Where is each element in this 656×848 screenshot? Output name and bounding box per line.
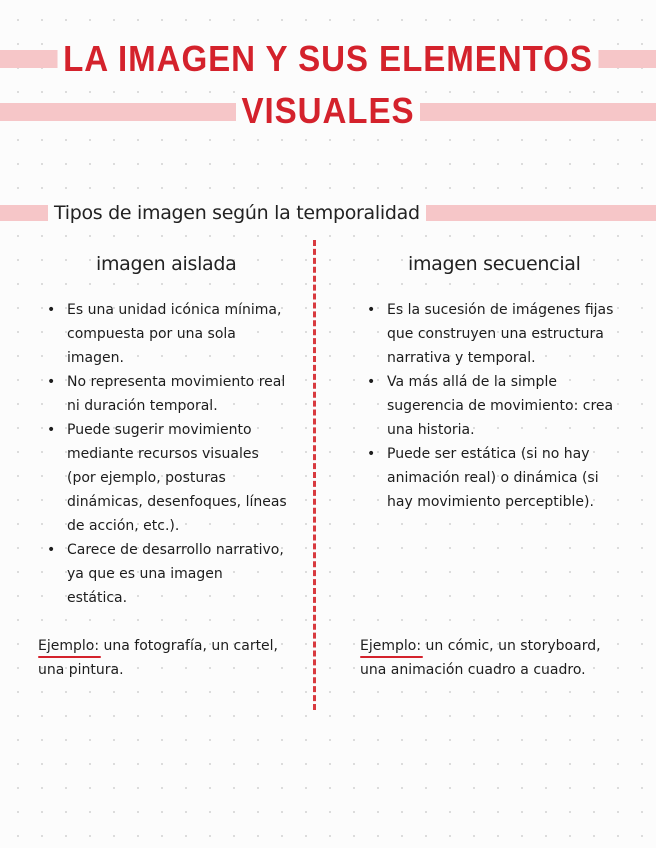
- list-item: • No representa movimiento real ni duración temporal.: [47, 370, 287, 418]
- list-item: • Carece de desarrollo narrativo, ya que es una imagen estática.: [47, 538, 287, 610]
- column-divider: [313, 240, 316, 710]
- left-bullet-list: [47, 298, 287, 610]
- example-label: Ejemplo:: [360, 634, 421, 658]
- example-text: un cómic, un storyboard, una animación cuadro a cuadro.: [360, 638, 601, 678]
- list-item: • Puede ser estática (si no hay animación real) o dinámica (si hay movimiento perceptible).: [367, 442, 617, 514]
- right-bullet-list: [367, 298, 617, 514]
- page-title-line-2: VISUALES: [26, 91, 630, 131]
- right-example: [360, 634, 630, 682]
- list-item: • Es la sucesión de imágenes fijas que construyen una estructura narrativa y temporal.: [367, 298, 617, 370]
- section-subtitle: Tipos de imagen según la temporalidad: [48, 199, 426, 227]
- page-title-line-1: LA IMAGEN Y SUS ELEMENTOS: [26, 39, 630, 79]
- list-item: • Va más allá de la simple sugerencia de movimiento: crea una historia.: [367, 370, 617, 442]
- right-column-heading: imagen secuencial: [408, 253, 581, 275]
- list-item: • Es una unidad icónica mínima, compuesta por una sola imagen.: [47, 298, 287, 370]
- left-example: [38, 634, 288, 682]
- example-label: Ejemplo:: [38, 634, 99, 658]
- left-column-heading: imagen aislada: [96, 253, 237, 275]
- example-text: una fotografía, un cartel, una pintura.: [38, 638, 279, 678]
- list-item: • Puede sugerir movimiento mediante recursos visuales (por ejemplo, posturas dinámicas, desenfoques, líneas de acción, etc.).: [47, 418, 287, 538]
